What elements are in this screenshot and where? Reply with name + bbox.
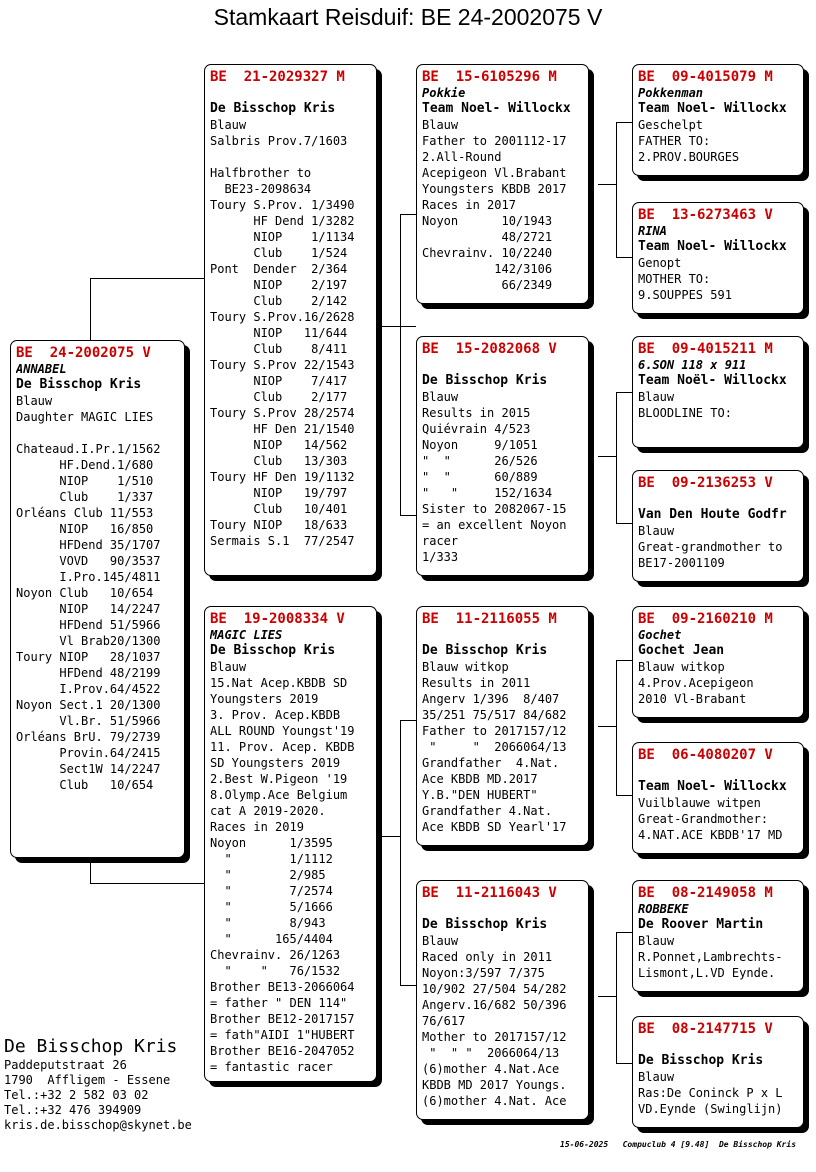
card-line: (6)mother 4.Nat.Ace — [422, 1062, 560, 1076]
page-title: Stamkaart Reisduif: BE 24-2002075 V — [213, 4, 603, 30]
card-line: Chevrainv. 26/1263 — [210, 948, 341, 962]
ring-number: BE 11-2116055 M — [422, 611, 557, 627]
pigeon-name: Pokkie — [422, 86, 466, 100]
card-line: Vl Brab20/1300 — [16, 634, 161, 648]
card-line: Blauw — [210, 118, 247, 132]
card-line: Club 8/411 — [210, 342, 348, 356]
card-line: ALL ROUND Youngst'19 — [210, 724, 355, 738]
pigeon-name: Pokkenman — [638, 86, 704, 100]
ring-number: BE 09-4015079 M — [638, 69, 773, 85]
card-line: NIOP 7/417 — [210, 374, 348, 388]
ring-number: BE 24-2002075 V — [16, 345, 151, 361]
ring-number: BE 06-4080207 V — [638, 747, 773, 763]
pigeon-name: ANNABEL — [16, 362, 67, 376]
owner-name: De Bisschop Kris — [210, 643, 336, 658]
card-line: 15.Nat Acep.KBDB SD — [210, 676, 348, 690]
pigeon-name — [210, 86, 370, 101]
card-line: Toury NIOP 28/1037 — [16, 650, 161, 664]
card-line: NIOP 19/797 — [210, 486, 348, 500]
card-line: 2.All-Round — [422, 150, 502, 164]
card-line: Toury S.Prov.16/2628 — [210, 310, 355, 324]
card-line: Toury NIOP 18/633 — [210, 518, 348, 532]
card-line: " " 26/526 — [422, 454, 538, 468]
card-line: Angerv.16/682 50/396 — [422, 998, 567, 1012]
breeder-mobile: Tel.:+32 476 394909 — [4, 1103, 142, 1117]
connector-fm-parents — [598, 456, 616, 458]
pedigree-card-fmm — [632, 470, 804, 582]
pedigree-card-fm — [416, 336, 589, 576]
owner-name: Van Den Houte Godfr — [638, 507, 787, 522]
card-line: Lismont,L.VD Eynde. — [638, 966, 776, 980]
card-line: Blauw — [638, 1070, 675, 1084]
card-line: NIOP 1/510 — [16, 474, 154, 488]
ring-number: BE 21-2029327 M — [210, 69, 345, 85]
card-lines — [638, 659, 797, 707]
card-line: Blauw witkop — [422, 660, 509, 674]
card-line: SD Youngsters 2019 — [210, 756, 341, 770]
card-line: Great-grandmother to — [638, 540, 783, 554]
ring-number: BE 15-2082068 V — [422, 341, 557, 357]
card-line: Quiévrain 4/523 — [422, 422, 531, 436]
card-line: Geschelpt — [638, 118, 704, 132]
card-line: Club 2/142 — [210, 294, 348, 308]
connector-mother-bracket — [400, 720, 417, 986]
card-line: Blauw — [638, 934, 675, 948]
card-line: Blauw — [16, 394, 53, 408]
ring-number: BE 13-6273463 V — [638, 207, 773, 223]
card-line: BE17-2001109 — [638, 556, 725, 570]
card-line: Father to 2017157/12 — [422, 724, 567, 738]
card-line: 9.SOUPPES 591 — [638, 288, 732, 302]
card-lines — [638, 117, 797, 165]
card-line: = fath"AIDI 1"HUBERT — [210, 1028, 355, 1042]
connector-mf-parents — [598, 726, 616, 728]
pedigree-card-fmf — [632, 336, 804, 448]
card-line: Noyon 1/3595 — [210, 836, 333, 850]
card-line: Angerv 1/396 8/407 — [422, 692, 560, 706]
pigeon-name — [638, 492, 797, 507]
card-line: Vl.Br. 51/5966 — [16, 714, 161, 728]
card-line: Brother BE16-2047052 — [210, 1044, 355, 1058]
ring-number: BE 09-2160210 M — [638, 611, 773, 627]
connector-fm-bracket — [616, 392, 633, 524]
pedigree-card-ffm — [632, 202, 804, 314]
card-line: VD.Eynde (Swinglijn) — [638, 1102, 783, 1116]
ring-number: BE 08-2149058 M — [638, 885, 773, 901]
card-line: Youngsters 2019 — [210, 692, 319, 706]
breeder-phone: Tel.:+32 2 582 03 02 — [4, 1088, 149, 1102]
pigeon-name — [638, 764, 797, 779]
card-lines — [422, 659, 582, 835]
card-line: Pont Dender 2/364 — [210, 262, 348, 276]
card-line: " " 76/1532 — [210, 964, 341, 978]
card-line: 2010 Vl-Brabant — [638, 692, 747, 706]
card-line: NIOP 16/850 — [16, 522, 154, 536]
owner-name: De Bisschop Kris — [16, 377, 142, 392]
card-line: Orléans Club 11/553 — [16, 506, 154, 520]
card-line: Grandfather 4.Nat. — [422, 756, 560, 770]
card-line — [16, 425, 178, 441]
owner-name: De Bisschop Kris — [422, 373, 548, 388]
card-line: " 8/943 — [210, 916, 326, 930]
card-line: NIOP 1/1134 — [210, 230, 355, 244]
card-lines — [638, 1069, 797, 1117]
card-line: 11. Prov. Acep. KBDB — [210, 740, 355, 754]
owner-name: Gochet Jean — [638, 643, 725, 658]
card-line: HF Dend 1/3282 — [210, 214, 355, 228]
ring-number: BE 09-2136253 V — [638, 475, 773, 491]
card-lines — [638, 933, 797, 981]
card-line: Noyon Club 10/654 — [16, 586, 154, 600]
card-line: HF.Dend.1/680 — [16, 458, 154, 472]
card-line: Results in 2015 — [422, 406, 531, 420]
card-line: Club 13/303 — [210, 454, 348, 468]
card-line: HFDend 51/5966 — [16, 618, 161, 632]
card-lines — [16, 393, 178, 793]
card-lines — [638, 255, 797, 303]
ring-number: BE 11-2116043 V — [422, 885, 557, 901]
card-line: 1/333 — [422, 550, 459, 564]
card-line: Brother BE13-2066064 — [210, 980, 355, 994]
card-line: Club 10/654 — [16, 778, 154, 792]
card-line: (6)mother 4.Nat. Ace — [422, 1094, 567, 1108]
connector-mf-bracket — [616, 660, 633, 796]
owner-name: De Bisschop Kris — [210, 101, 336, 116]
card-line: Toury S.Prov 28/2574 — [210, 406, 355, 420]
breeder-contact — [4, 1036, 192, 1133]
owner-name: Team Noel- Willockx — [638, 239, 787, 254]
pigeon-name: ROBBEKE — [638, 902, 689, 916]
card-line: Races in 2019 — [210, 820, 304, 834]
pedigree-card-subject — [10, 340, 185, 858]
owner-name: Team Noel- Willockx — [422, 101, 571, 116]
pedigree-card-mother — [204, 606, 377, 1082]
card-line: NIOP 14/2247 — [16, 602, 161, 616]
breeder-email: kris.de.bisschop@skynet.be — [4, 1118, 192, 1132]
card-line: " " 60/889 — [422, 470, 538, 484]
card-line: Club 10/401 — [210, 502, 348, 516]
card-line: HF Den 21/1540 — [210, 422, 355, 436]
card-line: Ace KBDB SD Yearl'17 — [422, 820, 567, 834]
pedigree-card-mff — [632, 606, 804, 718]
card-line: KBDB MD 2017 Youngs. — [422, 1078, 567, 1092]
pigeon-name — [422, 628, 582, 643]
card-line — [210, 149, 370, 165]
card-line: VOVD 90/3537 — [16, 554, 161, 568]
pigeon-name: 6.SON 118 x 911 — [638, 358, 747, 372]
pigeon-name: MAGIC LIES — [210, 628, 283, 642]
card-line: Orléans BrU. 79/2739 — [16, 730, 161, 744]
card-line: Chevrainv. 10/2240 — [422, 246, 553, 260]
pedigree-card-ff — [416, 64, 589, 304]
card-line: Noyon 10/1943 — [422, 214, 553, 228]
card-line: Noyon Sect.1 20/1300 — [16, 698, 161, 712]
connector-ff-parents — [598, 184, 616, 186]
card-line: Blauw — [422, 118, 459, 132]
card-line: HFDend 35/1707 — [16, 538, 161, 552]
card-line: Club 2/177 — [210, 390, 348, 404]
card-line: Ras:De Coninck P x L — [638, 1086, 783, 1100]
card-line: NIOP 2/197 — [210, 278, 348, 292]
card-line: Blauw — [638, 390, 675, 404]
card-line: BE23-2098634 — [210, 182, 312, 196]
card-lines — [422, 933, 582, 1109]
owner-name: Team Noel- Willockx — [638, 779, 787, 794]
owner-name: De Roover Martin — [638, 917, 764, 932]
card-line: I.Pro.145/4811 — [16, 570, 161, 584]
card-line: Youngsters KBDB 2017 — [422, 182, 567, 196]
card-line: Sermais S.1 77/2547 — [210, 534, 355, 548]
card-line: NIOP 11/644 — [210, 326, 348, 340]
card-line: Blauw — [638, 524, 675, 538]
card-line: " 5/1666 — [210, 900, 333, 914]
pigeon-name — [422, 358, 582, 373]
card-line: 48/2721 — [422, 230, 553, 244]
card-lines — [210, 117, 370, 549]
card-line: " " 152/1634 — [422, 486, 553, 500]
owner-name: Team Noel- Willockx — [638, 101, 787, 116]
card-line: cat A 2019-2020. — [210, 804, 326, 818]
card-line: = fantastic racer — [210, 1060, 333, 1074]
breeder-city: 1790 Affligem - Essene — [4, 1073, 171, 1087]
pedigree-card-fff — [632, 64, 804, 176]
card-line: = father " DEN 114" — [210, 996, 348, 1010]
card-line: HFDend 48/2199 — [16, 666, 161, 680]
card-line: Races in 2017 — [422, 198, 516, 212]
card-line: BLOODLINE TO: — [638, 406, 732, 420]
card-line: Club 1/524 — [210, 246, 348, 260]
card-line: 4.NAT.ACE KBDB'17 MD — [638, 828, 783, 842]
card-line: Halfbrother to — [210, 166, 312, 180]
card-line: 142/3106 — [422, 262, 553, 276]
card-lines — [638, 795, 797, 843]
card-line: Noyon:3/597 7/375 — [422, 966, 545, 980]
card-line: 35/251 75/517 84/682 — [422, 708, 567, 722]
card-line: Mother to 2017157/12 — [422, 1030, 567, 1044]
card-line: Salbris Prov.7/1603 — [210, 134, 348, 148]
card-line: FATHER TO: — [638, 134, 711, 148]
card-line: racer — [422, 534, 459, 548]
breeder-name: De Bisschop Kris — [4, 1036, 178, 1057]
card-line: Toury HF Den 19/1132 — [210, 470, 355, 484]
card-line: " 7/2574 — [210, 884, 333, 898]
card-line: Acepigeon Vl.Brabant — [422, 166, 567, 180]
ring-number: BE 19-2008334 V — [210, 611, 345, 627]
card-line: Genopt — [638, 256, 682, 270]
card-line: I.Prov.64/4522 — [16, 682, 161, 696]
card-line: Father to 2001112-17 — [422, 134, 567, 148]
card-line: Daughter MAGIC LIES — [16, 410, 154, 424]
card-line: Y.B."DEN HUBERT" — [422, 788, 538, 802]
owner-name: De Bisschop Kris — [422, 917, 548, 932]
card-lines — [210, 659, 370, 1075]
pedigree-card-mmf — [632, 880, 804, 992]
card-line: R.Ponnet,Lambrechts- — [638, 950, 783, 964]
card-line: NIOP 14/562 — [210, 438, 348, 452]
card-line: " 1/1112 — [210, 852, 333, 866]
card-line: 2.Best W.Pigeon '19 — [210, 772, 348, 786]
pedigree-card-mm — [416, 880, 589, 1120]
owner-name: De Bisschop Kris — [638, 1053, 764, 1068]
card-line: Toury S.Prov 22/1543 — [210, 358, 355, 372]
connector-mm-bracket — [616, 932, 633, 1064]
pedigree-card-mf — [416, 606, 589, 846]
card-lines — [422, 389, 582, 565]
card-line: 8.Olymp.Ace Belgium — [210, 788, 348, 802]
card-line: " " 2066064/13 — [422, 740, 567, 754]
card-line: Blauw — [422, 934, 459, 948]
card-lines — [422, 117, 582, 293]
card-line: Blauw — [210, 660, 247, 674]
card-line: " 165/4404 — [210, 932, 333, 946]
card-line: Toury S.Prov. 1/3490 — [210, 198, 355, 212]
connector-subject-mother — [90, 855, 205, 884]
card-line: Raced only in 2011 — [422, 950, 553, 964]
connector-subject-father — [90, 278, 205, 341]
card-line: " 2/985 — [210, 868, 326, 882]
card-line: Chateaud.I.Pr.1/1562 — [16, 442, 161, 456]
pigeon-name: RINA — [638, 224, 667, 238]
owner-name: De Bisschop Kris — [422, 643, 548, 658]
card-line: 76/617 — [422, 1014, 466, 1028]
connector-ff-bracket — [616, 122, 633, 258]
card-line: 2.PROV.BOURGES — [638, 150, 740, 164]
breeder-address: Paddeputstraat 26 — [4, 1058, 127, 1072]
pigeon-name: Gochet — [638, 628, 682, 642]
card-lines — [638, 523, 797, 571]
card-line: MOTHER TO: — [638, 272, 711, 286]
card-line: 66/2349 — [422, 278, 553, 292]
ring-number: BE 15-6105296 M — [422, 69, 557, 85]
card-line: Vuilblauwe witpen — [638, 796, 761, 810]
print-footer: 15-06-2025 Compuclub 4 [9.48] De Bisschop Kris — [560, 1140, 797, 1149]
connector-mm-parents — [598, 996, 616, 998]
card-line: Brother BE12-2017157 — [210, 1012, 355, 1026]
card-line: Sister to 2082067-15 — [422, 502, 567, 516]
pigeon-name — [422, 902, 582, 917]
owner-name: Team Noël- Willockx — [638, 373, 787, 388]
ring-number: BE 09-4015211 M — [638, 341, 773, 357]
connector-father-bracket — [400, 214, 417, 516]
card-line: Club 1/337 — [16, 490, 154, 504]
card-line: Grandfather 4.Nat. — [422, 804, 553, 818]
card-line: 10/902 27/504 54/282 — [422, 982, 567, 996]
pedigree-card-father — [204, 64, 377, 576]
pedigree-card-mmm — [632, 1016, 804, 1128]
card-line: Noyon 9/1051 — [422, 438, 538, 452]
pigeon-name — [638, 1038, 797, 1053]
card-line: Results in 2011 — [422, 676, 531, 690]
card-line: = an excellent Noyon — [422, 518, 567, 532]
card-line: 3. Prov. Acep.KBDB — [210, 708, 341, 722]
card-line: Provin.64/2415 — [16, 746, 161, 760]
connector-mother-parents — [376, 836, 400, 838]
card-line: Sect1W 14/2247 — [16, 762, 161, 776]
card-line: Great-Grandmother: — [638, 812, 769, 826]
pedigree-card-mfm — [632, 742, 804, 854]
card-line: Ace KBDB MD.2017 — [422, 772, 538, 786]
card-line: 4.Prov.Acepigeon — [638, 676, 754, 690]
card-lines — [638, 389, 797, 421]
card-line: Blauw witkop — [638, 660, 725, 674]
ring-number: BE 08-2147715 V — [638, 1021, 773, 1037]
card-line: Blauw — [422, 390, 459, 404]
card-line: " " " 2066064/13 — [422, 1046, 560, 1060]
